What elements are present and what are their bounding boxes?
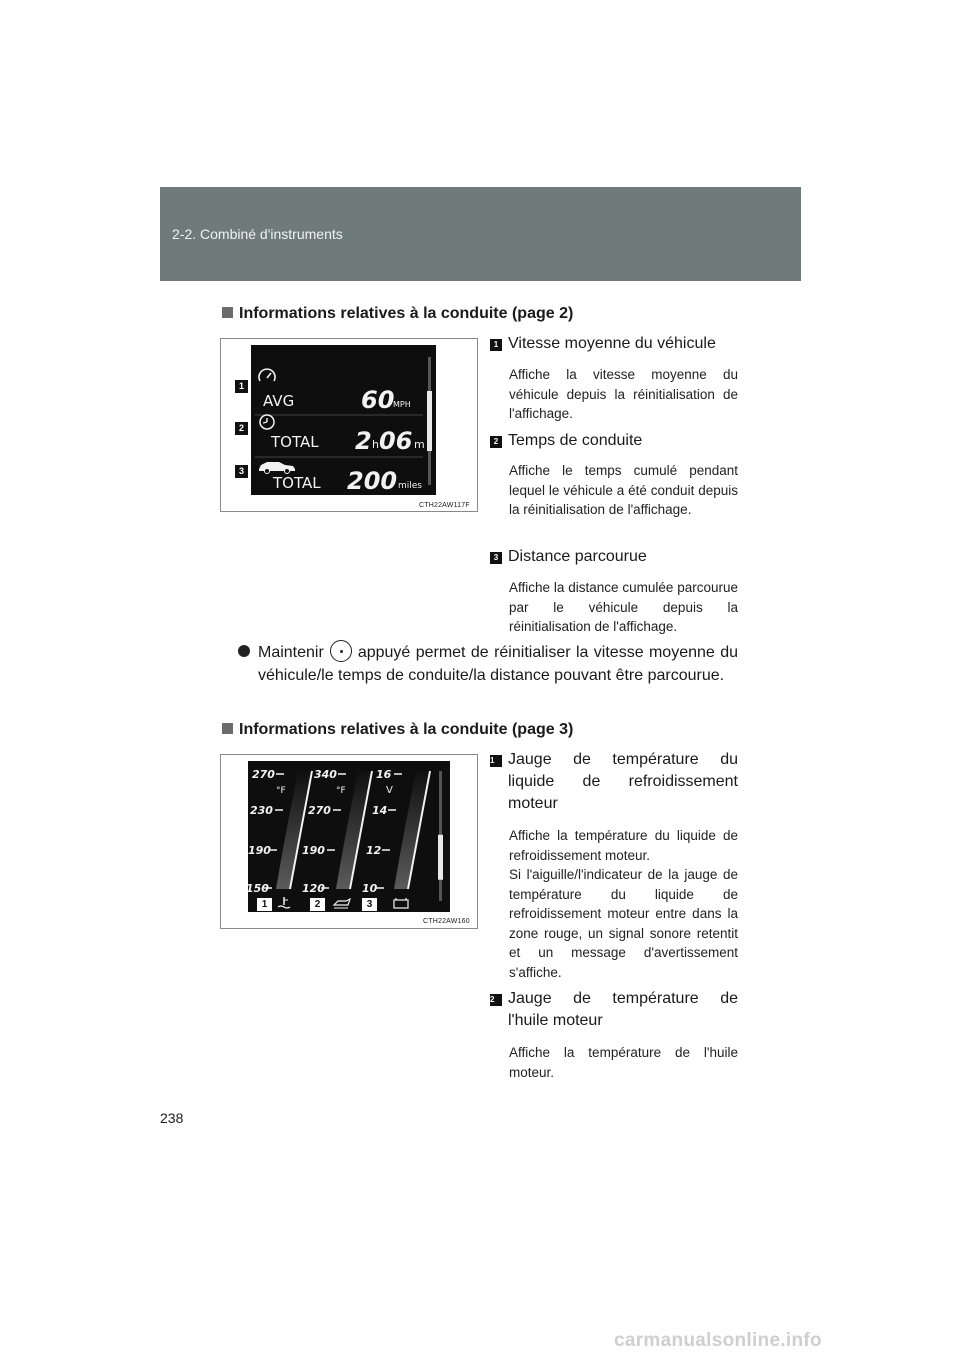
coolant-temp-icon [278, 897, 290, 908]
scrollbar-thumb [427, 391, 432, 451]
svg-text:16: 16 [376, 768, 392, 781]
item-description: Affiche le temps cumulé pendant lequel le véhicule a été conduit depuis la réinitialisation de l'affichage. [509, 463, 738, 517]
voltage-gauge [362, 768, 430, 895]
item-number-badge: 1 [490, 339, 502, 351]
svg-text:190: 190 [302, 844, 325, 857]
figure-callout-1: 1 [235, 380, 248, 393]
svg-text:270: 270 [252, 768, 275, 781]
svg-text:230: 230 [250, 804, 273, 817]
item-heading: 2 Temps de conduite [490, 430, 642, 452]
clock-icon [260, 415, 274, 429]
square-bullet-icon [222, 723, 233, 734]
coolant-temp-gauge [248, 768, 312, 895]
item-description: Affiche la distance cumulée parcourue par le véhicule depuis la réinitialisation de l'affichage. [509, 580, 738, 634]
section-title-page3: Informations relatives à la conduite (page 3) [222, 721, 573, 739]
row2-minutes-unit: m [414, 438, 425, 451]
lcd-gauge-screen [248, 761, 450, 912]
bullet-dot [238, 645, 250, 657]
page-number: 238 [160, 1110, 184, 1126]
section-title-page2: Informations relatives à la conduite (page 2) [222, 305, 573, 323]
row3-label: TOTAL [273, 474, 321, 492]
figure-callout-3: 3 [361, 897, 378, 912]
scrollbar-thumb [438, 835, 443, 880]
figure-callout-1: 1 [256, 897, 273, 912]
item-number-badge: 2 [490, 994, 502, 1006]
item-number-badge: 2 [490, 436, 502, 448]
svg-text:14: 14 [372, 804, 388, 817]
speedometer-icon [259, 369, 275, 381]
lcd-gauge-svg [248, 761, 450, 912]
svg-text:V: V [386, 785, 393, 796]
row1-unit: MPH [393, 400, 411, 409]
svg-text:150: 150 [248, 882, 269, 895]
header-section-title: 2-2. Combiné d'instruments [172, 226, 343, 242]
row2-label: TOTAL [271, 433, 319, 451]
oil-temp-gauge [302, 768, 372, 895]
car-icon [259, 462, 295, 474]
svg-text:10: 10 [362, 882, 378, 895]
svg-text:12: 12 [366, 844, 382, 857]
row3-value: 200 [347, 467, 398, 495]
item-description: Affiche la température de l'huile moteur. [509, 1045, 738, 1080]
svg-text:°F: °F [276, 786, 286, 796]
row2-minutes: 06 [379, 427, 413, 455]
item-heading: 2 Jauge de température de l'huile moteur [490, 990, 738, 1029]
svg-text:°F: °F [336, 786, 346, 796]
square-bullet-icon [222, 307, 233, 318]
figure-callout-3: 3 [235, 465, 248, 478]
select-button-icon [330, 640, 352, 662]
row3-unit: miles [398, 481, 422, 491]
row2-hours: 2 [355, 427, 372, 455]
item-heading: 1 Vitesse moyenne du véhicule [490, 333, 716, 355]
item-heading: 1 Jauge de température du liquide de refroidissement moteur [490, 751, 738, 812]
lcd-screen [251, 345, 436, 495]
figure-code: CTH22AW117F [419, 502, 470, 509]
item-description: Affiche la température du liquide de refroidissement moteur. Si l'aiguille/l'indicateur de la jauge de température du liquide de refroidissement moteur entre dans la zone rouge, un signal sonore retentit et un message d'avertissement s'affiche. [509, 828, 738, 980]
reset-note: Maintenir appuyé permet de réinitialiser la vitesse moyenne du véhicule/le temps de conduite/la distance pouvant être parcourue. [238, 640, 738, 687]
item-description: Affiche la vitesse moyenne du véhicule depuis la réinitialisation de l'affichage. [509, 367, 738, 421]
svg-text:270: 270 [308, 804, 331, 817]
row1-value: 60 [361, 386, 395, 414]
figure-driving-info-page2 [220, 338, 478, 512]
item-number-badge: 1 [490, 755, 502, 767]
item-heading: 3 Distance parcourue [490, 546, 647, 568]
svg-text:190: 190 [248, 844, 271, 857]
svg-text:120: 120 [302, 882, 325, 895]
svg-text:340: 340 [314, 768, 337, 781]
item-number-badge: 3 [490, 552, 502, 564]
battery-icon [394, 898, 408, 908]
lcd-screen-svg [251, 345, 436, 495]
watermark: carmanualsonline.info [614, 1330, 822, 1351]
figure-callout-2: 2 [309, 897, 326, 912]
row2-hours-unit: h [372, 438, 379, 451]
figure-code: CTH22AW160 [423, 918, 470, 925]
figure-callout-2: 2 [235, 422, 248, 435]
oil-can-icon [334, 899, 350, 908]
row1-label: AVG [263, 392, 295, 410]
